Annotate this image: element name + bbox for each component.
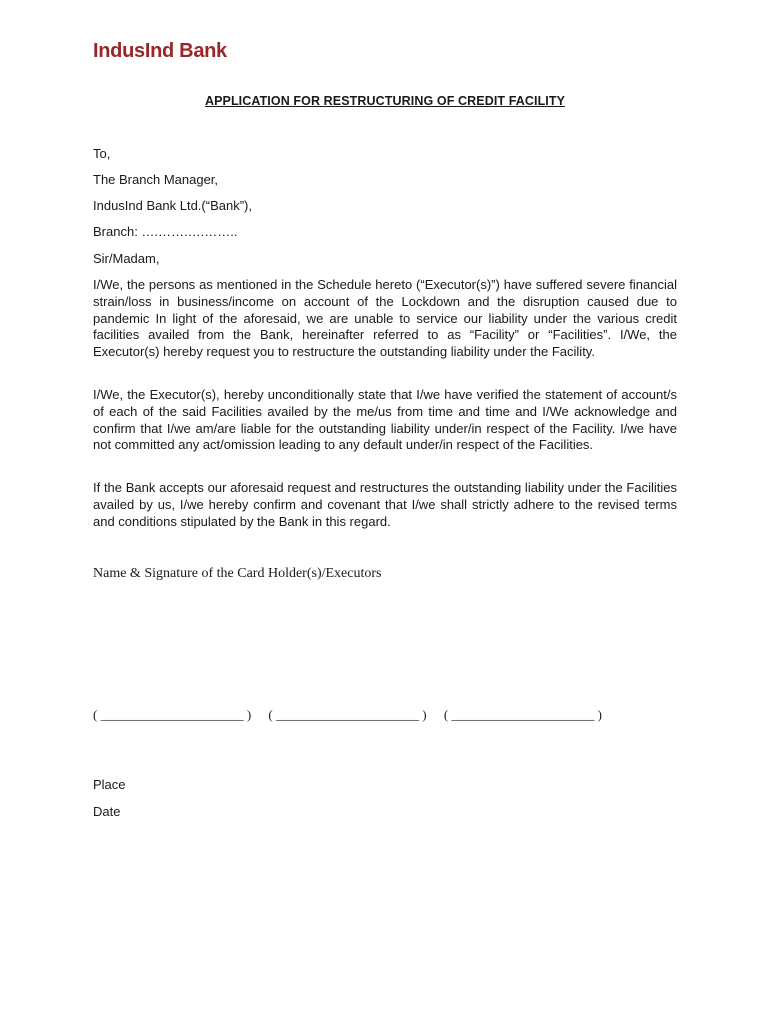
paragraph-covenant: If the Bank accepts our aforesaid request and restructures the outstanding liability under the Facilities availed by us, I/we hereby confirm and covenant that I/we shall strictly adhere to the revised terms and conditions stipulated by the Bank in this regard. (93, 480, 677, 529)
address-branch: Branch: ….…….….…….. (93, 224, 238, 239)
salutation: Sir/Madam, (93, 251, 160, 266)
date-label: Date (93, 804, 121, 819)
address-bank: IndusInd Bank Ltd.(“Bank”), (93, 198, 252, 213)
document-title: APPLICATION FOR RESTRUCTURING OF CREDIT FACILITY (204, 94, 566, 108)
signature-heading: Name & Signature of the Card Holder(s)/Executors (93, 566, 382, 581)
signature-blank-3: ( ______________________ ) (443, 707, 603, 722)
paragraph-acknowledgement: I/We, the Executor(s), hereby unconditionally state that I/we have verified the statement of account/s of each of the said Facilities availed by the me/us from time and time and I/We acknowledge and confirm that I/we am/are liable for the outstanding liability under/in respect of the Facility. I/we have not committed any act/omission leading to any default under/in respect of the Facilities. (93, 387, 677, 453)
bank-logo: IndusInd Bank (93, 40, 227, 62)
place-label: Place (93, 777, 126, 792)
signature-blanks-row (93, 707, 616, 723)
address-manager: The Branch Manager, (93, 172, 219, 187)
address-to: To, (93, 146, 111, 161)
signature-blank-1: ( ______________________ ) (93, 707, 252, 722)
signature-blank-2: ( ______________________ ) (268, 707, 427, 722)
paragraph-request: I/We, the persons as mentioned in the Schedule hereto (“Executor(s)”) have suffered severe financial strain/loss in business/income on account of the Lockdown and the disruption caused due to pandemic In light of the aforesaid, we are unable to service our liability under the various credit facilities availed from the Bank, hereinafter referred to as “Facility” or “Facilities”. I/We, the Executor(s) hereby request you to restructure the outstanding liability under the Facility. (93, 277, 677, 360)
